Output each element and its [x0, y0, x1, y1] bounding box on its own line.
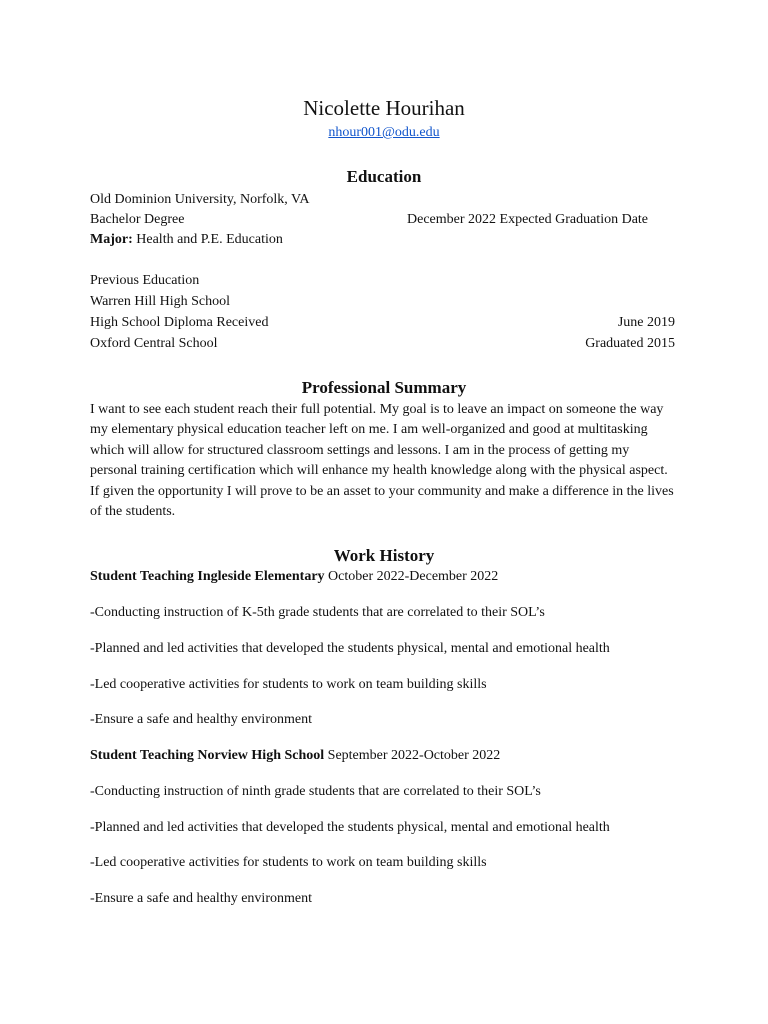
university-line: Old Dominion University, Norfolk, VA [90, 192, 310, 207]
work-history-heading: Work History [333, 546, 435, 565]
job-bullet: -Led cooperative activities for students to work on team building skills [90, 855, 487, 870]
job-bullet: -Led cooperative activities for students to work on team building skills [90, 677, 487, 692]
previous-education-label: Previous Education [90, 273, 200, 288]
degree-date: December 2022 Expected Graduation Date [407, 212, 649, 227]
diploma-date: June 2019 [617, 315, 675, 330]
job-dates: October 2022-December 2022 [324, 569, 499, 584]
major-line [90, 230, 283, 250]
email-line [0, 124, 768, 142]
job-bullet: -Conducting instruction of K-5th grade students that are correlated to their SOL’s [90, 605, 545, 620]
major-label: Major: [90, 232, 133, 247]
summary-heading: Professional Summary [301, 378, 467, 397]
central-school-line: Oxford Central School [90, 336, 218, 351]
major-value: Health and P.E. Education [132, 232, 283, 247]
degree-line: Bachelor Degree [90, 212, 185, 227]
job-bullet: -Ensure a safe and healthy environment [90, 891, 312, 906]
job-bullet: -Ensure a safe and healthy environment [90, 712, 312, 727]
high-school-line: Warren Hill High School [90, 294, 231, 309]
diploma-line: High School Diploma Received [90, 315, 269, 330]
resume-name: Nicolette Hourihan [303, 96, 465, 120]
job-title: Student Teaching Norview High School [90, 748, 325, 763]
job-bullet: -Planned and led activities that developed the students physical, mental and emotional health [90, 820, 610, 835]
education-heading: Education [346, 167, 422, 186]
job-dates: September 2022-October 2022 [324, 748, 501, 763]
job-bullet: -Planned and led activities that developed the students physical, mental and emotional health [90, 641, 610, 656]
job-bullet: -Conducting instruction of ninth grade students that are correlated to their SOL’s [90, 784, 541, 799]
summary-paragraph: I want to see each student reach their full potential. My goal is to leave an impact on someone the way my elementary physical education teacher left on me. I am well-organized and good at multitasking which will allow for structured classroom settings and lessons. I am in the process of getting my personal training certification which will enhance my health knowledge along with the physical aspect. If given the opportunity I will prove to be an asset to your community and make a difference in the lives of the students. [90, 402, 674, 520]
job-title: Student Teaching Ingleside Elementary [90, 569, 325, 584]
email-link[interactable]: nhour001@odu.edu [328, 125, 440, 140]
central-school-date: Graduated 2015 [585, 336, 675, 351]
job-title-line [90, 567, 498, 587]
job-title-line [90, 746, 500, 766]
